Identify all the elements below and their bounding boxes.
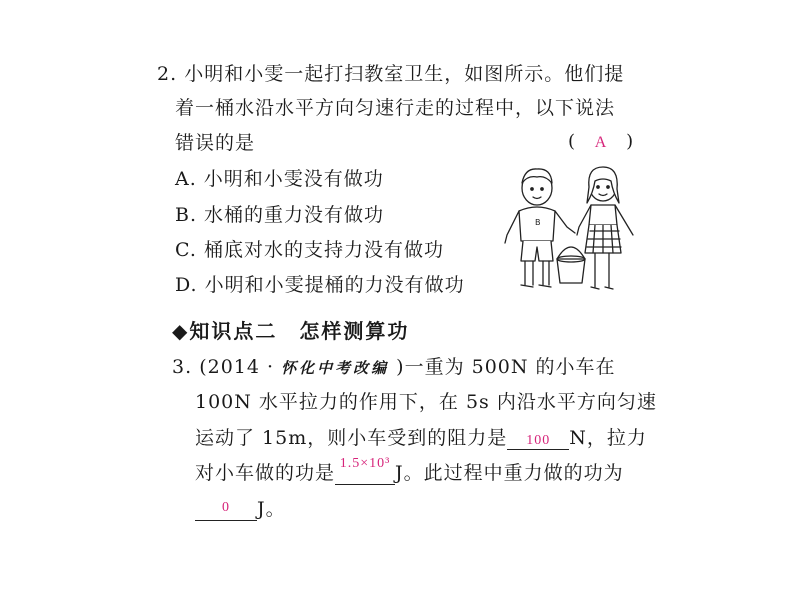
blank-work	[335, 456, 395, 485]
blank-work-answer: 1.5×10³	[339, 456, 391, 471]
q2-option-d: D. 小明和小雯提桶的力没有做功	[175, 274, 465, 296]
q2-line-1	[157, 62, 624, 86]
q3-line-5	[195, 497, 286, 521]
q2-answer: A	[594, 134, 607, 151]
q2-option-c: C. 桶底对水的支持力没有做功	[175, 239, 444, 261]
q3-source-open: (2014 ·	[199, 356, 275, 378]
paren-close: )	[626, 131, 634, 152]
q3-text-4b: J。此过程中重力做的功为	[395, 462, 624, 484]
q3-text-5b: J。	[257, 498, 286, 520]
paren-open: (	[568, 131, 576, 152]
q3-source: 怀化中考改编	[281, 359, 390, 377]
q3-number: 3.	[172, 356, 193, 378]
q3-text-1: 一重为 500N 的小车在	[404, 356, 616, 378]
q2-number: 2.	[157, 63, 178, 85]
two-kids-carrying-bucket-icon	[495, 163, 647, 301]
q2-option-a: A. 小明和小雯没有做功	[175, 168, 384, 190]
q2-text-1: 小明和小雯一起打扫教室卫生，如图所示。他们提	[184, 63, 625, 85]
girl-figure	[577, 167, 633, 289]
q3-text-4a: 对小车做的功是	[195, 462, 336, 484]
blank-friction-answer: 100	[526, 433, 551, 448]
section-title: 知识点二 怎样测算功	[189, 319, 410, 343]
q3-line-2: 100N 水平拉力的作用下，在 5s 内沿水平方向匀速	[195, 391, 657, 413]
blank-gravity-work-answer: 0	[222, 500, 230, 515]
q2-answer-paren	[568, 131, 633, 152]
q2-line-3: 错误的是	[175, 132, 256, 154]
q3-source-close: )	[396, 356, 405, 378]
q2-option-b: B. 水桶的重力没有做功	[175, 204, 385, 226]
bucket	[557, 247, 585, 283]
blank-friction	[507, 429, 569, 450]
q3-line-3	[195, 426, 647, 450]
section-heading	[172, 318, 409, 344]
q2-line-2: 着一桶水沿水平方向匀速行走的过程中，以下说法	[175, 97, 616, 119]
blank-gravity-work	[195, 500, 257, 521]
q3-line-4	[195, 456, 624, 485]
svg-text:B: B	[535, 218, 541, 227]
q3-line-1	[172, 355, 616, 380]
q3-text-3a: 运动了 15m，则小车受到的阻力是	[195, 427, 508, 449]
q3-text-3b: N，拉力	[569, 427, 647, 449]
section-bullet: ◆	[172, 319, 190, 343]
